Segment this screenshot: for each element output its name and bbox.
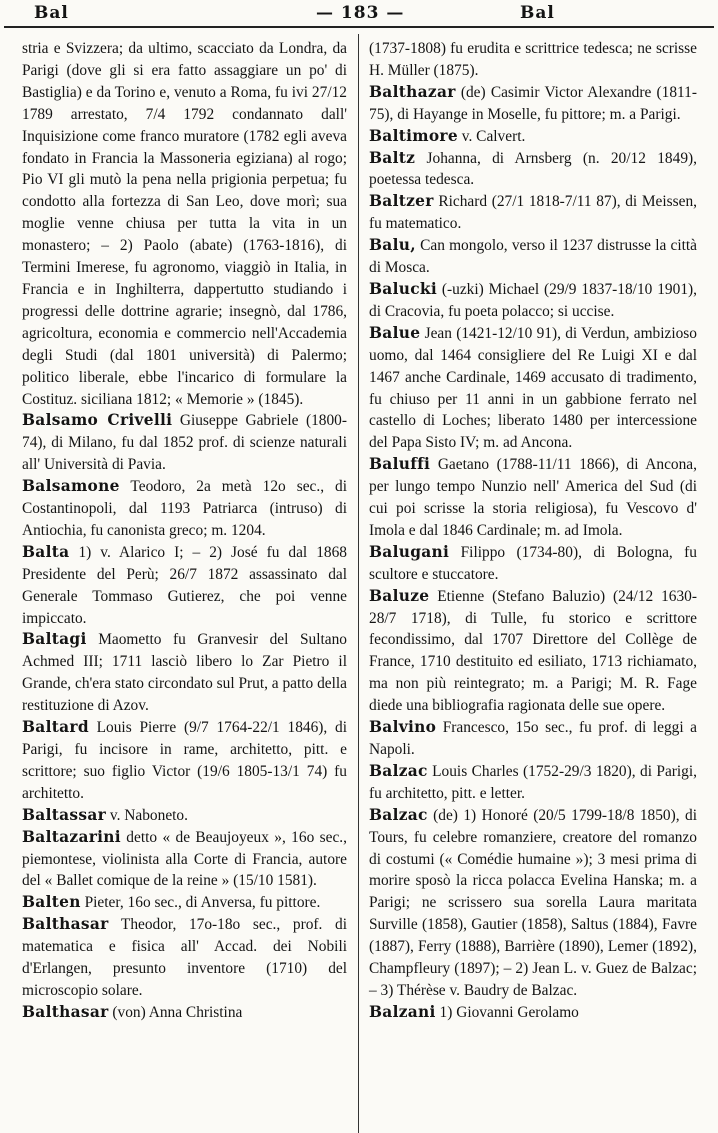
header-left-guideword: Bal [34, 3, 69, 23]
entry-headword: Balzac [369, 761, 428, 780]
entry-text: Theodor, 17o-18o sec., prof. di matematica e fisica all' Accad. dei Nobili d'Erlangen, presunto inventore (1710) del microscopio solare. [22, 916, 347, 999]
entry-text: Johanna, di Arnsberg (n. 20/12 1849), poetessa tedesca. [369, 149, 697, 189]
dictionary-entry [22, 1002, 347, 1024]
dictionary-entry [369, 38, 697, 82]
dictionary-entry [22, 892, 347, 914]
dictionary-entry [22, 717, 347, 805]
dictionary-entry [369, 82, 697, 126]
entry-text: (de) Casimir Victor Alexandre (1811-75), di Hayange in Moselle, fu pittore; m. a Parigi. [369, 83, 697, 123]
dictionary-entry [22, 410, 347, 476]
entry-text: (-uzki) Michael (29/9 1837-18/10 1901), di Cracovia, fu poeta polacco; si uccise. [369, 280, 697, 320]
entry-headword: Balucki [369, 279, 437, 298]
dictionary-entry [369, 148, 697, 192]
entry-headword: Balthazar [369, 82, 456, 101]
entry-text: Francesco, 15o sec., fu prof. di leggi a Napoli. [369, 719, 697, 758]
dictionary-entry [369, 542, 697, 586]
entry-text: (1737-1808) fu erudita e scrittrice tedesca; ne scrisse H. Müller (1875). [369, 40, 697, 79]
entry-headword: Baltz [369, 148, 416, 167]
left-column [22, 38, 347, 1024]
entry-text: Jean (1421-12/10 91), di Verdun, ambizioso uomo, dal 1464 consigliere del Re Luigi XI e dal 1467 anche Cardinale, 1469 accusato di tradimento, fu chiuso per 11 anni in un gabbione ferrato nel castello di Loches; liberato 1480 per intercessione del Papa Sisto IV; m. ad Ancona. [369, 324, 697, 452]
page-number: — 183 — [316, 3, 405, 23]
entry-headword: Baltassar [22, 805, 107, 824]
page-header [0, 0, 718, 28]
entry-text: Teodoro, 2a metà 12o sec., di Costantinopoli, dal 1193 Patriarca (intruso) di Antiochia, fu canonista greco; m. 1204. [22, 478, 347, 539]
entry-text: 1) v. Alarico I; – 2) José fu dal 1868 Presidente del Perù; 26/7 1872 assassinato dal Generale Tommaso Gutierez, che poi venne impiccato. [22, 543, 347, 627]
dictionary-entry [369, 191, 697, 235]
dictionary-entry [369, 805, 697, 1002]
entry-headword: Baluffi [369, 455, 431, 474]
entry-text: Richard (27/1 1818-7/11 87), di Meissen, fu matematico. [369, 193, 697, 233]
dictionary-entry [22, 476, 347, 542]
dictionary-entry [369, 235, 697, 279]
dictionary-entry [369, 454, 697, 542]
entry-headword: Baltard [22, 718, 89, 737]
dictionary-entry [369, 586, 697, 717]
entry-headword: Balten [22, 893, 81, 912]
dictionary-entry [22, 542, 347, 630]
dictionary-entry [369, 279, 697, 323]
entry-text: Louis Charles (1752-29/3 1820), di Parigi, fu architetto, pitt. e letter. [369, 762, 697, 802]
entry-text: 1) Giovanni Gerolamo [439, 1003, 579, 1021]
entry-text: (von) Anna Christina [112, 1003, 243, 1021]
entry-headword: Baltimore [369, 126, 458, 145]
dictionary-entry [369, 323, 697, 454]
entry-text: v. Calvert. [461, 127, 526, 145]
entry-headword: Balsamo Crivelli [22, 411, 173, 430]
entry-text: Filippo (1734-80), di Bologna, fu scultore e stuccatore. [369, 543, 697, 583]
entry-headword: Balthasar [22, 915, 109, 934]
dictionary-entry [22, 805, 347, 827]
entry-headword: Balzac [369, 805, 428, 824]
right-column [369, 38, 697, 1024]
dictionary-entry [22, 914, 347, 1002]
entry-text: Louis Pierre (9/7 1764-22/1 1846), di Parigi, fu incisore in rame, architetto, pitt. e scrittore; suo figlio Victor (19/6 1805-13/1 74) fu architetto. [22, 719, 347, 802]
header-rule [4, 26, 714, 28]
entry-text: Giuseppe Gabriele (1800-74), di Milano, fu dal 1852 prof. di scienze naturali all' Università di Pavia. [22, 412, 347, 474]
dictionary-entry [22, 629, 347, 717]
column-divider [358, 34, 359, 1133]
entry-headword: Balsamone [22, 477, 120, 496]
dictionary-entry [369, 761, 697, 805]
entry-text: Etienne (Stefano Baluzio) (24/12 1630-28/7 1718), di Tulle, fu storico e scrittore fecondissimo, dal 1707 Direttore del Collège de France, 1710 destituito ed esiliato, 1713 richiamato, ma non più reintegrato; m. a Parigi; M. R. Fage diede una bibliografia ragionata delle sue opere. [369, 587, 697, 715]
dictionary-entry [22, 38, 347, 410]
entry-headword: Balta [22, 542, 70, 561]
entry-text: stria e Svizzera; da ultimo, scacciato da Londra, da Parigi (dove gli si era fatto assaggiare un po' di Bastiglia) e da Torino e, venuto a Roma, fu ivi 27/12 1789 arrestato, 7/4 1792 condannato dall' Inquisizione come franco muratore (1782 egli aveva fondato in Francia la Massoneria egiziana) al rogo; Pio VI gli mutò la pena nella prigionia perpetua; fu condotto alla fortezza di San Leo, dove morì; sua moglie venne chiusa per tutta la vita in un monastero; – 2) Paolo (abate) (1763-1816), di Termini Imerese, fu agronomo, viaggiò in Italia, in Francia e in Inghilterra, dappertutto studiando i progressi delle dottrine agrarie; insegnò, dal 1786, agricoltura, economia e commercio nell'Accademia degli Studi (dal 1801 università) di Palermo; politico liberale, ebbe l'incarico di formulare la Costituz. siciliana 1812; « Memorie » (1845). [22, 40, 347, 408]
dictionary-entry [369, 717, 697, 761]
entry-text: v. Naboneto. [109, 806, 188, 824]
entry-headword: Baltzer [369, 192, 434, 211]
entry-text: (de) 1) Honoré (20/5 1799-18/8 1850), di Tours, fu celebre romanziere, creatore del romanzo di costumi (« Comédie humaine »); 3 mesi prima di morire sposò la ricca polacca Evelina Hanska; m. a Parigi; ne scrissero sua sorella Laura maritata Surville (1858), Gautier (1858), Saltus (1884), Favre (1887), Ferry (1888), Barrière (1890), Lemer (1892), Champfleury (1897); – 2) Jean L. v. Guez de Balzac; – 3) Thérèse v. Baudry de Balzac. [369, 806, 697, 999]
header-right-guideword: Bal [520, 3, 555, 23]
dictionary-entry [369, 1002, 697, 1024]
entry-text: Can mongolo, verso il 1237 distrusse la città di Mosca. [369, 237, 697, 277]
entry-text: Maometto fu Granvesir del Sultano Achmed III; 1711 lasciò libero lo Zar Pietro il Grande, ch'era stato circondato sul Prut, a patto della restituzione di Azov. [22, 631, 348, 715]
entry-headword: Baltazarini [22, 827, 121, 846]
entry-headword: Balugani [369, 542, 450, 561]
dictionary-entry [22, 827, 347, 893]
entry-headword: Balzani [369, 1002, 436, 1021]
entry-headword: Balthasar [22, 1002, 109, 1021]
entry-headword: Baltagi [22, 630, 87, 649]
entry-headword: Baluze [369, 586, 430, 605]
dictionary-entry [369, 126, 697, 148]
entry-headword: Balu, [369, 236, 416, 255]
entry-headword: Balue [369, 323, 421, 342]
entry-text: Pieter, 16o sec., di Anversa, fu pittore. [84, 894, 321, 912]
entry-text: Gaetano (1788-11/11 1866), di Ancona, per lungo tempo Nunzio nell' America del Sud (di cui poi scrisse la storia religiosa), fu Vescovo d' Imola e dal 1846 Cardinale; m. ad Imola. [369, 456, 697, 539]
entry-text: detto « de Beaujoyeux », 16o sec., piemontese, violinista alla Corte di Francia, autore del « Ballet comique de la reine » (15/10 1581). [22, 828, 347, 890]
entry-headword: Balvino [369, 718, 437, 737]
